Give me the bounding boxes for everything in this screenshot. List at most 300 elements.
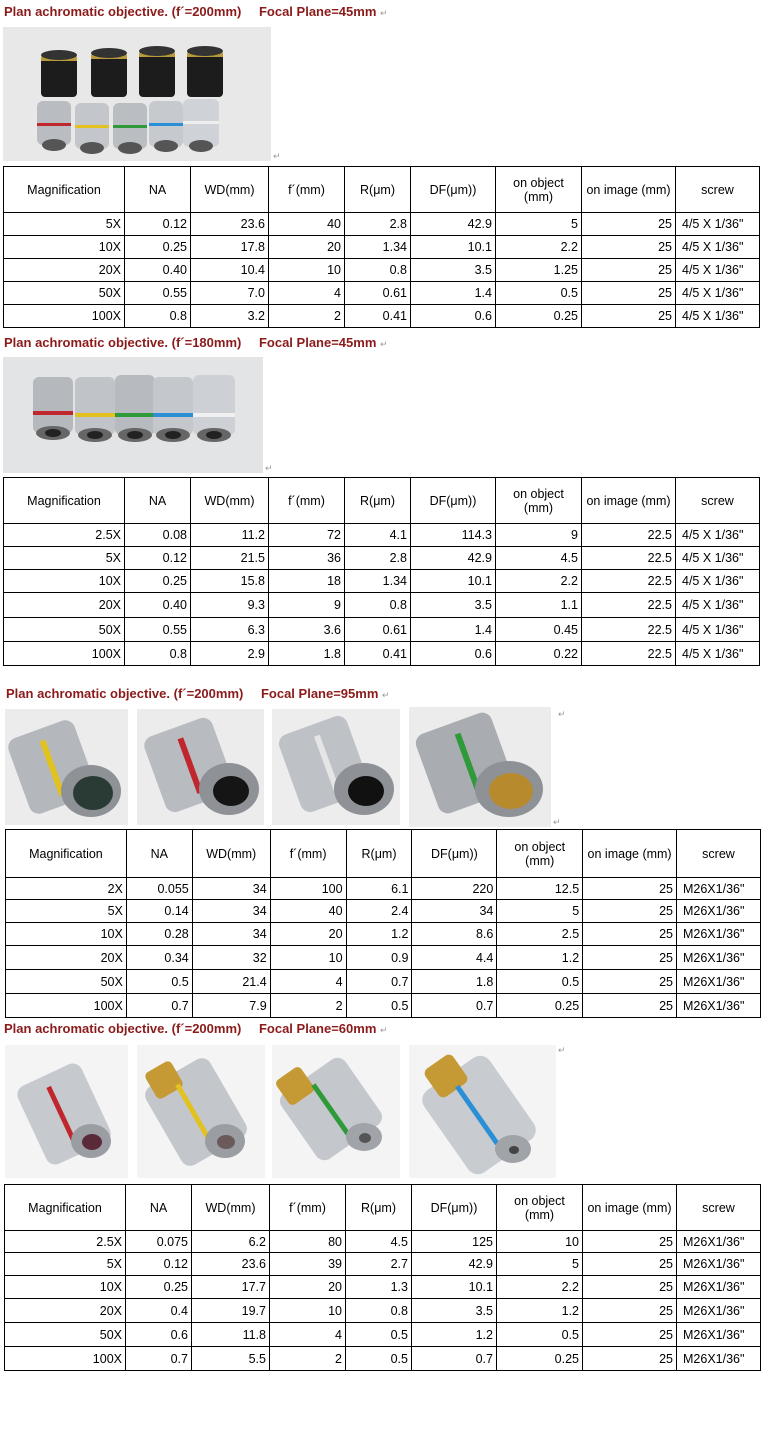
cell-na: 0.40: [125, 593, 191, 618]
cell-on-object: 0.22: [496, 642, 582, 666]
cell-magnification: 50X: [6, 970, 127, 994]
cell-screw: M26X1/36": [676, 878, 760, 900]
cell-on-object: 0.25: [497, 994, 583, 1018]
table-row: [4, 618, 760, 642]
col-header: on image (mm): [582, 167, 676, 213]
cell-focal: 2: [269, 305, 345, 328]
objective-photo-4c-drawing: [272, 1045, 400, 1178]
objective-photo-3b: [137, 709, 264, 825]
cell-on-object: 10: [497, 1231, 583, 1253]
spec-table-2: [3, 477, 760, 666]
cell-depth: 1.8: [412, 970, 497, 994]
cell-on-image: 25: [582, 259, 676, 282]
col-header: R(μm): [345, 167, 411, 213]
cell-magnification: 5X: [6, 900, 127, 923]
cell-na: 0.55: [125, 618, 191, 642]
cell-wd: 6.3: [191, 618, 269, 642]
col-header: Magnification: [4, 478, 125, 524]
cell-screw: M26X1/36": [676, 946, 760, 970]
table-row: [4, 236, 760, 259]
cell-focal: 20: [270, 1276, 346, 1299]
cell-resolution: 0.61: [345, 282, 411, 305]
table-row: [6, 900, 761, 923]
cell-depth: 10.1: [411, 570, 496, 593]
cell-magnification: 50X: [5, 1323, 126, 1347]
cell-on-image: 22.5: [582, 570, 676, 593]
cell-depth: 34: [412, 900, 497, 923]
cell-wd: 5.5: [192, 1347, 270, 1371]
cell-screw: 4/5 X 1/36": [676, 282, 760, 305]
cell-magnification: 10X: [4, 570, 125, 593]
spec-table-3: [5, 829, 761, 1018]
cell-resolution: 0.7: [346, 970, 412, 994]
cell-magnification: 100X: [4, 642, 125, 666]
col-header: WD(mm): [191, 478, 269, 524]
cell-resolution: 0.61: [345, 618, 411, 642]
cell-focal: 2: [270, 1347, 346, 1371]
objective-photo-4d-drawing: [409, 1045, 556, 1178]
col-header: on image (mm): [583, 1185, 677, 1231]
cell-depth: 3.5: [411, 259, 496, 282]
cell-magnification: 5X: [4, 213, 125, 236]
header-row: [6, 830, 761, 878]
cell-on-image: 25: [583, 1253, 677, 1276]
cell-screw: M26X1/36": [676, 900, 760, 923]
cell-screw: M26X1/36": [676, 970, 760, 994]
objective-photo-3a-drawing: [5, 709, 128, 825]
cell-focal: 10: [269, 259, 345, 282]
cell-resolution: 4.1: [345, 524, 411, 547]
table-row: [5, 1323, 761, 1347]
return-mark-icon: ↵: [558, 1045, 566, 1055]
section-title-text: Plan achromatic objective. (f´=200mm): [4, 1021, 242, 1036]
cell-focal: 100: [270, 878, 346, 900]
cell-wd: 15.8: [191, 570, 269, 593]
section-title-text: Plan achromatic objective. (f´=200mm): [4, 4, 242, 19]
cell-na: 0.25: [125, 236, 191, 259]
objective-photo-4a-drawing: [5, 1045, 128, 1178]
objective-photo-3b-drawing: [137, 709, 264, 825]
cell-resolution: 2.8: [345, 213, 411, 236]
cell-magnification: 10X: [5, 1276, 126, 1299]
cell-na: 0.7: [126, 1347, 192, 1371]
section-4-title: [4, 1021, 388, 1036]
cell-resolution: 0.5: [346, 1347, 412, 1371]
col-header: screw: [676, 830, 760, 878]
cell-screw: 4/5 X 1/36": [676, 547, 760, 570]
col-header: DF(μm)): [412, 1185, 497, 1231]
cell-magnification: 20X: [4, 259, 125, 282]
cell-depth: 1.2: [412, 1323, 497, 1347]
return-mark-icon: ↵: [382, 690, 390, 700]
cell-on-image: 25: [583, 970, 677, 994]
cell-on-object: 9: [496, 524, 582, 547]
objective-photo-4a: [5, 1045, 128, 1178]
cell-magnification: 20X: [6, 946, 127, 970]
cell-on-object: 12.5: [497, 878, 583, 900]
cell-focal: 40: [270, 900, 346, 923]
cell-on-image: 25: [583, 923, 677, 946]
cell-on-object: 5: [497, 900, 583, 923]
section-3-title: [6, 686, 390, 701]
cell-depth: 0.6: [411, 642, 496, 666]
objective-photo-3c: [272, 709, 400, 825]
cell-magnification: 50X: [4, 282, 125, 305]
col-header: f´(mm): [270, 830, 346, 878]
col-header: on image (mm): [582, 478, 676, 524]
cell-depth: 10.1: [411, 236, 496, 259]
table-row: [6, 970, 761, 994]
return-mark-icon: ↵: [380, 8, 388, 18]
objective-photo-3d: [409, 707, 551, 827]
col-header: screw: [676, 167, 760, 213]
table-row: [4, 213, 760, 236]
cell-magnification: 50X: [4, 618, 125, 642]
cell-on-image: 25: [582, 213, 676, 236]
return-mark-icon: ↵: [380, 1025, 388, 1035]
cell-screw: M26X1/36": [677, 1231, 761, 1253]
cell-na: 0.4: [126, 1299, 192, 1323]
header-row: [4, 167, 760, 213]
cell-on-object: 5: [496, 213, 582, 236]
table-row: [5, 1231, 761, 1253]
cell-depth: 125: [412, 1231, 497, 1253]
cell-magnification: 100X: [6, 994, 127, 1018]
table-row: [6, 994, 761, 1018]
return-mark-icon: ↵: [553, 817, 561, 827]
cell-depth: 42.9: [411, 547, 496, 570]
cell-focal: 80: [270, 1231, 346, 1253]
cell-on-image: 25: [583, 994, 677, 1018]
cell-na: 0.055: [126, 878, 192, 900]
cell-on-image: 25: [583, 1299, 677, 1323]
cell-wd: 21.5: [191, 547, 269, 570]
objective-photo-4b-drawing: [137, 1045, 265, 1178]
section-2-title: [4, 335, 388, 350]
header-row: [4, 478, 760, 524]
return-mark-icon: ↵: [380, 339, 388, 349]
col-header: NA: [125, 167, 191, 213]
table-row: [5, 1253, 761, 1276]
cell-depth: 1.4: [411, 282, 496, 305]
cell-wd: 10.4: [191, 259, 269, 282]
col-header: on object (mm): [497, 830, 583, 878]
section-title-text: Plan achromatic objective. (f´=180mm): [4, 335, 242, 350]
cell-depth: 8.6: [412, 923, 497, 946]
section-title-text: Plan achromatic objective. (f´=200mm): [6, 686, 244, 701]
cell-depth: 10.1: [412, 1276, 497, 1299]
table-row: [4, 282, 760, 305]
cell-depth: 4.4: [412, 946, 497, 970]
spec-table-4: [4, 1184, 761, 1371]
table-row: [5, 1299, 761, 1323]
cell-na: 0.55: [125, 282, 191, 305]
cell-depth: 3.5: [411, 593, 496, 618]
table-row: [4, 642, 760, 666]
cell-on-image: 25: [583, 900, 677, 923]
cell-depth: 3.5: [412, 1299, 497, 1323]
cell-resolution: 1.2: [346, 923, 412, 946]
cell-resolution: 2.4: [346, 900, 412, 923]
cell-screw: M26X1/36": [677, 1276, 761, 1299]
cell-focal: 39: [270, 1253, 346, 1276]
return-mark-icon: ↵: [273, 151, 281, 161]
objective-photo-4c: [272, 1045, 400, 1178]
cell-on-object: 2.2: [496, 236, 582, 259]
cell-na: 0.08: [125, 524, 191, 547]
cell-on-image: 25: [583, 878, 677, 900]
cell-on-image: 22.5: [582, 642, 676, 666]
cell-focal: 20: [270, 923, 346, 946]
cell-on-image: 22.5: [582, 593, 676, 618]
table-row: [4, 570, 760, 593]
cell-wd: 23.6: [191, 213, 269, 236]
cell-wd: 34: [192, 900, 270, 923]
cell-on-object: 5: [497, 1253, 583, 1276]
cell-depth: 42.9: [412, 1253, 497, 1276]
cell-na: 0.075: [126, 1231, 192, 1253]
cell-resolution: 6.1: [346, 878, 412, 900]
focal-plane-text: Focal Plane=45mm: [258, 4, 377, 19]
cell-depth: 0.6: [411, 305, 496, 328]
cell-magnification: 10X: [6, 923, 127, 946]
cell-on-object: 1.2: [497, 1299, 583, 1323]
cell-na: 0.6: [126, 1323, 192, 1347]
cell-na: 0.14: [126, 900, 192, 923]
cell-focal: 1.8: [269, 642, 345, 666]
cell-screw: 4/5 X 1/36": [676, 642, 760, 666]
objective-photo-3a: [5, 709, 128, 825]
col-header: screw: [677, 1185, 761, 1231]
objective-photo-1: [3, 27, 271, 161]
cell-magnification: 2.5X: [4, 524, 125, 547]
cell-on-object: 0.45: [496, 618, 582, 642]
col-header: R(μm): [345, 478, 411, 524]
cell-depth: 0.7: [412, 1347, 497, 1371]
col-header: screw: [676, 478, 760, 524]
cell-magnification: 10X: [4, 236, 125, 259]
col-header: f´(mm): [269, 478, 345, 524]
cell-on-image: 25: [583, 1323, 677, 1347]
header-row: [5, 1185, 761, 1231]
cell-depth: 0.7: [412, 994, 497, 1018]
cell-resolution: 1.34: [345, 570, 411, 593]
col-header: NA: [125, 478, 191, 524]
cell-na: 0.12: [125, 547, 191, 570]
col-header: Magnification: [5, 1185, 126, 1231]
cell-resolution: 2.7: [346, 1253, 412, 1276]
section-1-title: [4, 4, 388, 19]
cell-resolution: 1.3: [346, 1276, 412, 1299]
spec-table-1: [3, 166, 760, 328]
table-row: [5, 1276, 761, 1299]
cell-screw: M26X1/36": [677, 1299, 761, 1323]
cell-wd: 11.2: [191, 524, 269, 547]
cell-focal: 18: [269, 570, 345, 593]
return-mark-icon: ↵: [558, 709, 566, 719]
objective-photo-3d-drawing: [409, 707, 551, 827]
cell-focal: 10: [270, 1299, 346, 1323]
cell-on-object: 2.2: [497, 1276, 583, 1299]
cell-na: 0.8: [125, 305, 191, 328]
objective-photo-2: [3, 357, 263, 473]
cell-resolution: 0.9: [346, 946, 412, 970]
cell-on-image: 25: [582, 236, 676, 259]
cell-magnification: 20X: [4, 593, 125, 618]
col-header: NA: [126, 1185, 192, 1231]
col-header: on object (mm): [497, 1185, 583, 1231]
objective-photo-2-drawing: [3, 357, 263, 473]
cell-screw: 4/5 X 1/36": [676, 259, 760, 282]
cell-resolution: 0.41: [345, 642, 411, 666]
cell-magnification: 5X: [4, 547, 125, 570]
col-header: on image (mm): [583, 830, 677, 878]
cell-screw: 4/5 X 1/36": [676, 305, 760, 328]
cell-wd: 34: [192, 923, 270, 946]
cell-resolution: 0.8: [345, 593, 411, 618]
objective-photo-4b: [137, 1045, 265, 1178]
return-mark-icon: ↵: [265, 463, 273, 473]
cell-on-image: 25: [583, 1347, 677, 1371]
table-row: [5, 1347, 761, 1371]
cell-screw: M26X1/36": [676, 923, 760, 946]
cell-on-image: 22.5: [582, 618, 676, 642]
cell-wd: 9.3: [191, 593, 269, 618]
cell-resolution: 0.5: [346, 1323, 412, 1347]
col-header: Magnification: [6, 830, 127, 878]
cell-na: 0.28: [126, 923, 192, 946]
cell-on-image: 25: [583, 1276, 677, 1299]
cell-on-object: 4.5: [496, 547, 582, 570]
cell-na: 0.40: [125, 259, 191, 282]
objective-photo-4d: [409, 1045, 556, 1178]
cell-na: 0.12: [125, 213, 191, 236]
objective-photo-3c-drawing: [272, 709, 400, 825]
cell-on-image: 22.5: [582, 547, 676, 570]
cell-wd: 3.2: [191, 305, 269, 328]
col-header: f´(mm): [269, 167, 345, 213]
cell-on-image: 25: [582, 282, 676, 305]
cell-wd: 32: [192, 946, 270, 970]
col-header: DF(μm)): [411, 167, 496, 213]
cell-resolution: 0.5: [346, 994, 412, 1018]
col-header: f´(mm): [270, 1185, 346, 1231]
cell-magnification: 20X: [5, 1299, 126, 1323]
cell-on-image: 25: [583, 946, 677, 970]
cell-resolution: 2.8: [345, 547, 411, 570]
cell-on-image: 25: [583, 1231, 677, 1253]
cell-focal: 4: [270, 970, 346, 994]
cell-wd: 11.8: [192, 1323, 270, 1347]
cell-na: 0.5: [126, 970, 192, 994]
cell-screw: M26X1/36": [677, 1253, 761, 1276]
focal-plane-text: Focal Plane=95mm: [260, 686, 379, 701]
col-header: on object (mm): [496, 167, 582, 213]
cell-wd: 7.9: [192, 994, 270, 1018]
cell-on-image: 22.5: [582, 524, 676, 547]
cell-wd: 19.7: [192, 1299, 270, 1323]
cell-screw: 4/5 X 1/36": [676, 593, 760, 618]
table-row: [4, 547, 760, 570]
table-row: [6, 923, 761, 946]
cell-resolution: 4.5: [346, 1231, 412, 1253]
focal-plane-text: Focal Plane=60mm: [258, 1021, 377, 1036]
cell-on-object: 2.2: [496, 570, 582, 593]
cell-focal: 72: [269, 524, 345, 547]
col-header: WD(mm): [191, 167, 269, 213]
cell-depth: 42.9: [411, 213, 496, 236]
cell-screw: 4/5 X 1/36": [676, 524, 760, 547]
table-row: [4, 524, 760, 547]
cell-on-object: 2.5: [497, 923, 583, 946]
cell-screw: 4/5 X 1/36": [676, 213, 760, 236]
cell-magnification: 100X: [5, 1347, 126, 1371]
cell-wd: 7.0: [191, 282, 269, 305]
cell-depth: 220: [412, 878, 497, 900]
col-header: on object (mm): [496, 478, 582, 524]
cell-wd: 23.6: [192, 1253, 270, 1276]
cell-wd: 17.8: [191, 236, 269, 259]
cell-on-object: 0.5: [497, 970, 583, 994]
cell-wd: 6.2: [192, 1231, 270, 1253]
cell-screw: 4/5 X 1/36": [676, 570, 760, 593]
cell-resolution: 0.41: [345, 305, 411, 328]
cell-on-object: 0.5: [497, 1323, 583, 1347]
cell-screw: 4/5 X 1/36": [676, 618, 760, 642]
cell-wd: 34: [192, 878, 270, 900]
cell-focal: 2: [270, 994, 346, 1018]
cell-on-object: 1.25: [496, 259, 582, 282]
table-row: [4, 305, 760, 328]
col-header: NA: [126, 830, 192, 878]
cell-depth: 114.3: [411, 524, 496, 547]
col-header: WD(mm): [192, 830, 270, 878]
col-header: DF(μm)): [411, 478, 496, 524]
cell-on-object: 0.5: [496, 282, 582, 305]
col-header: Magnification: [4, 167, 125, 213]
col-header: WD(mm): [192, 1185, 270, 1231]
table-row: [6, 946, 761, 970]
cell-na: 0.25: [126, 1276, 192, 1299]
cell-screw: M26X1/36": [677, 1347, 761, 1371]
cell-screw: M26X1/36": [676, 994, 760, 1018]
cell-on-image: 25: [582, 305, 676, 328]
col-header: DF(μm)): [412, 830, 497, 878]
cell-resolution: 0.8: [345, 259, 411, 282]
cell-screw: 4/5 X 1/36": [676, 236, 760, 259]
table-row: [4, 259, 760, 282]
cell-focal: 36: [269, 547, 345, 570]
cell-wd: 2.9: [191, 642, 269, 666]
cell-resolution: 1.34: [345, 236, 411, 259]
cell-focal: 4: [269, 282, 345, 305]
cell-focal: 3.6: [269, 618, 345, 642]
cell-on-object: 1.2: [497, 946, 583, 970]
col-header: R(μm): [346, 1185, 412, 1231]
cell-wd: 17.7: [192, 1276, 270, 1299]
cell-resolution: 0.8: [346, 1299, 412, 1323]
cell-focal: 20: [269, 236, 345, 259]
table-row: [6, 878, 761, 900]
cell-focal: 9: [269, 593, 345, 618]
cell-wd: 21.4: [192, 970, 270, 994]
cell-on-object: 0.25: [497, 1347, 583, 1371]
cell-screw: M26X1/36": [677, 1323, 761, 1347]
cell-focal: 10: [270, 946, 346, 970]
cell-focal: 4: [270, 1323, 346, 1347]
focal-plane-text: Focal Plane=45mm: [258, 335, 377, 350]
cell-depth: 1.4: [411, 618, 496, 642]
